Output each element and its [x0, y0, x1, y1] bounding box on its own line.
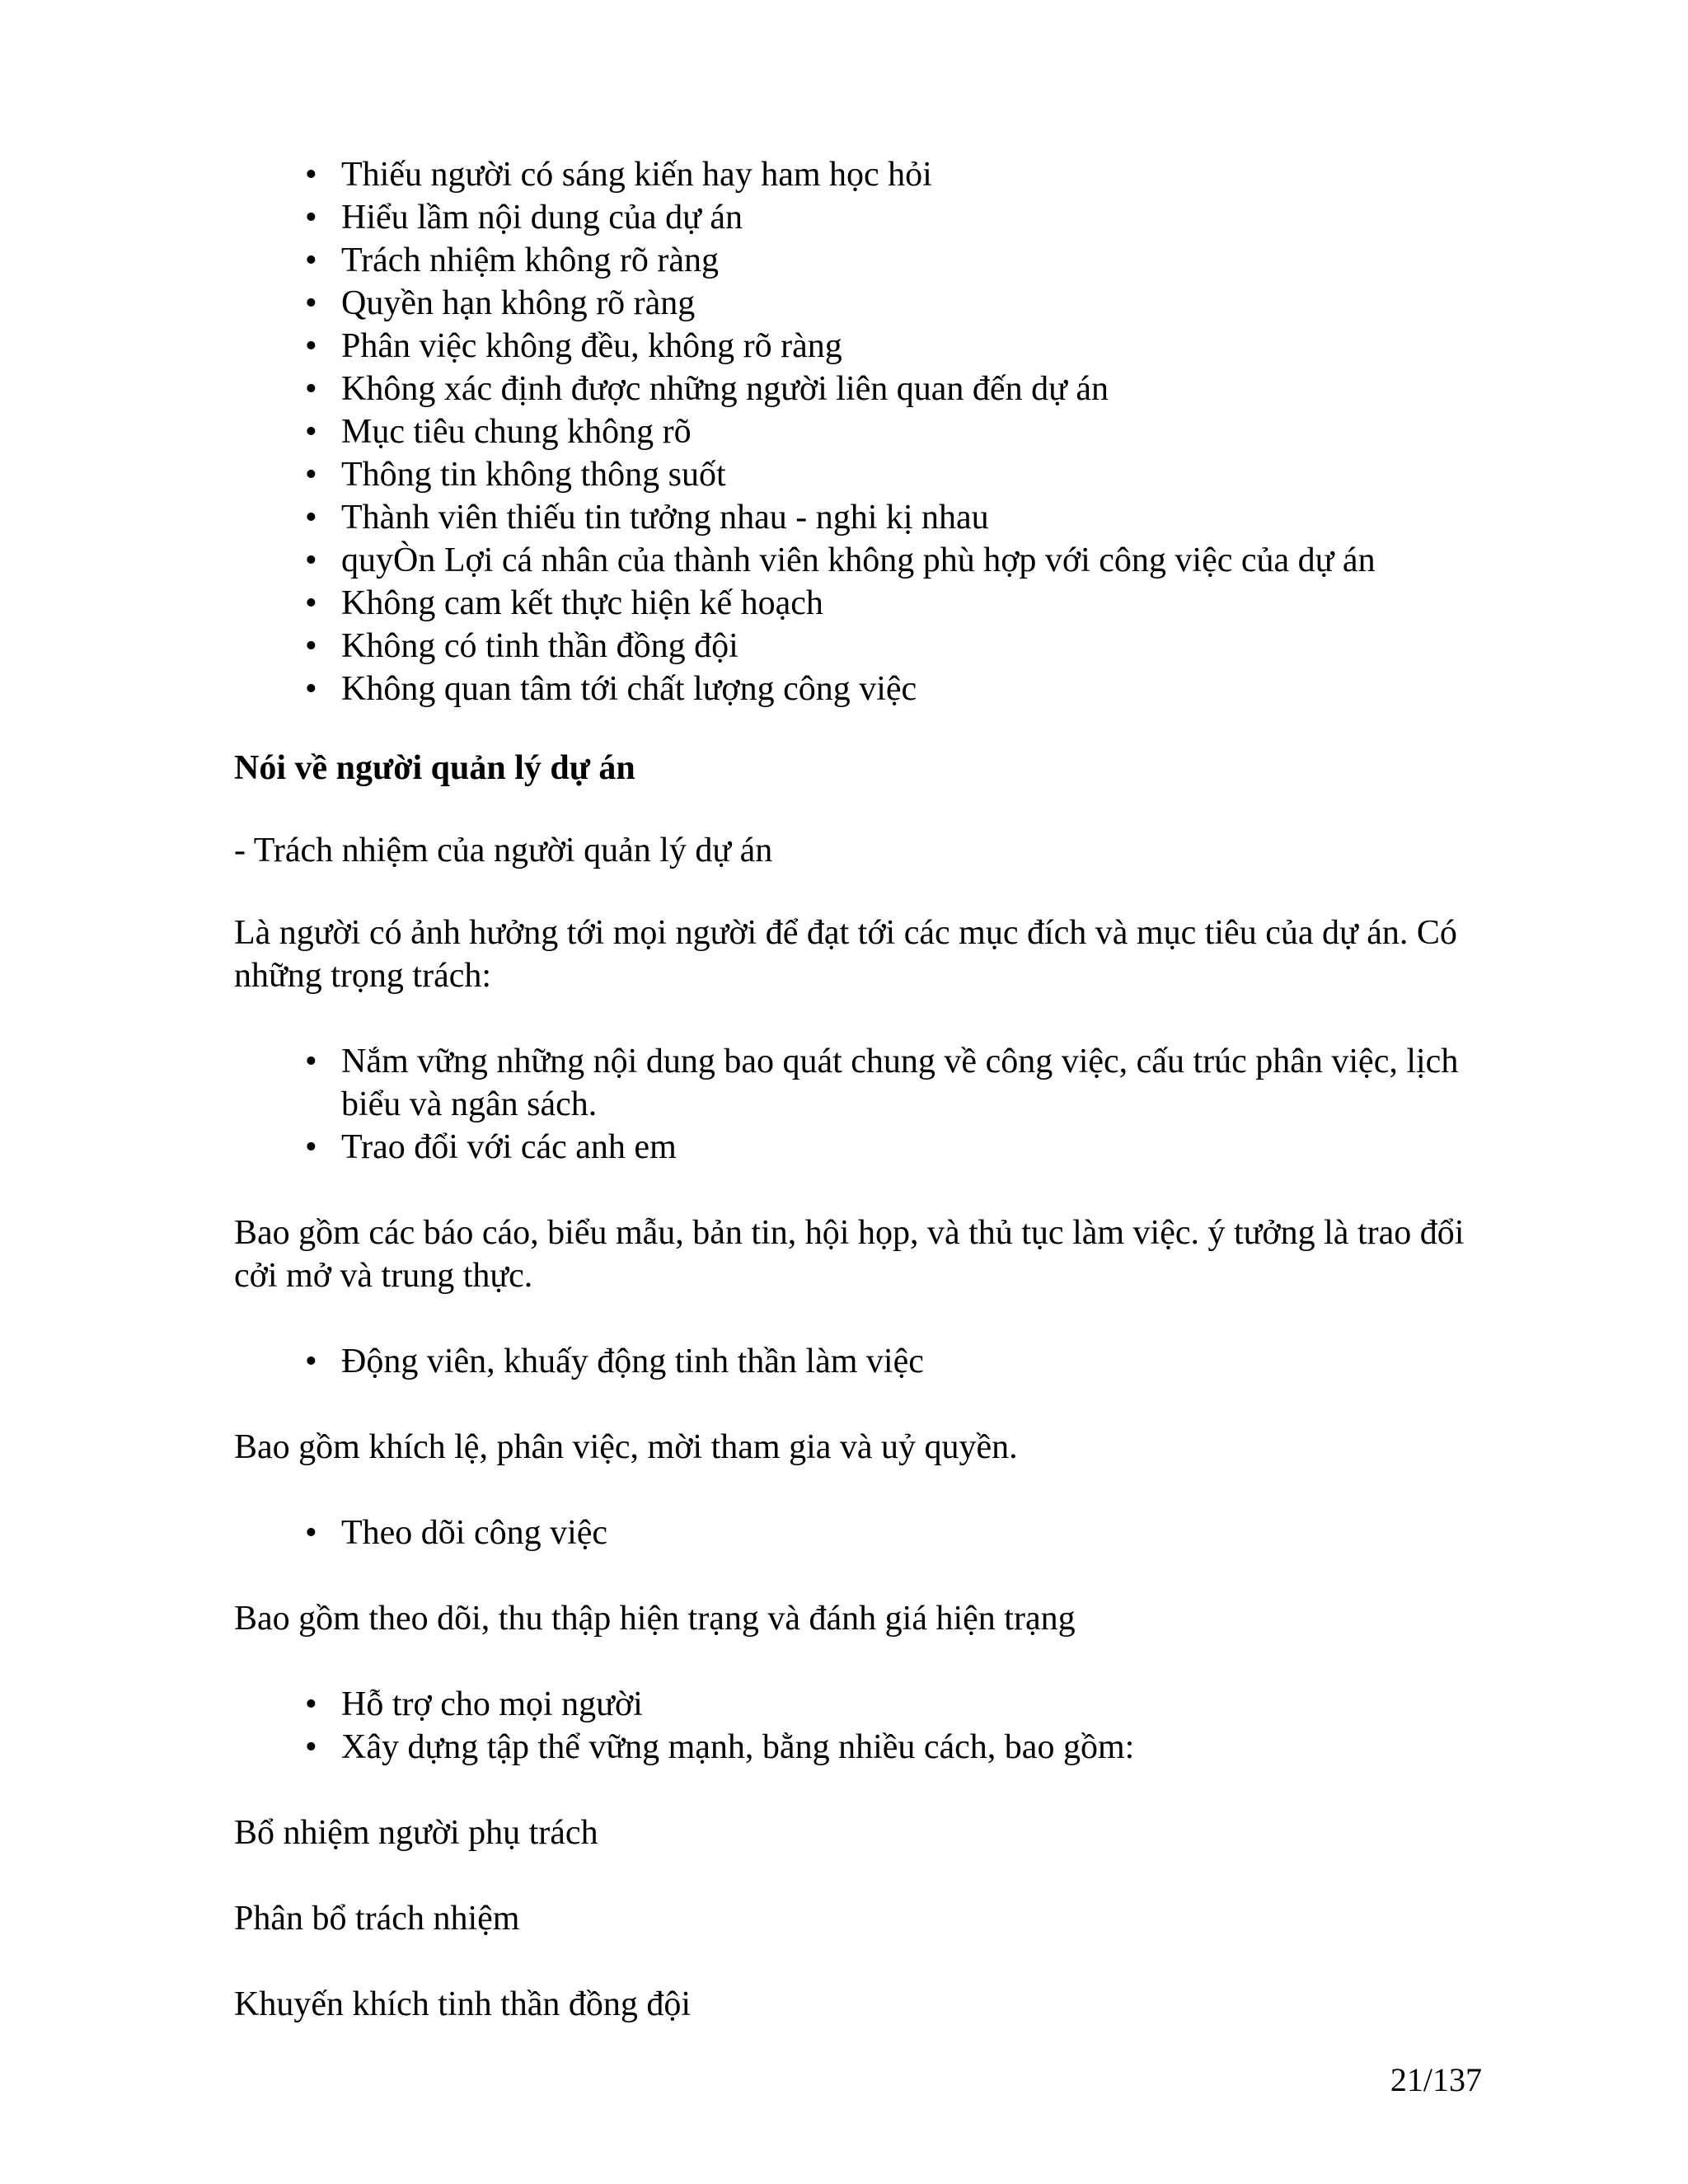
- list-item: • Xây dựng tập thể vững mạnh, bằng nhiều cách, bao gồm:: [341, 1726, 1495, 1769]
- list-item: • Theo dõi công việc: [341, 1511, 1495, 1554]
- list-item: • Phân việc không đều, không rõ ràng: [341, 325, 1495, 368]
- list-item: • quyÒn Lợi cá nhân của thành viên không phù hợp với công việc của dự án: [341, 539, 1495, 582]
- team-item: Khuyến khích tinh thần đồng đội: [234, 1985, 692, 2023]
- team-item: Bổ nhiệm người phụ trách: [234, 1814, 598, 1852]
- list-item: • Nắm vững những nội dung bao quát chung về công việc, cấu trúc phân việc, lịch biểu và ngân sách.: [341, 1040, 1495, 1126]
- list-item: • Trách nhiệm không rõ ràng: [341, 239, 1495, 282]
- motivation-paragraph: Bao gồm khích lệ, phân việc, mời tham gia và uỷ quyền.: [234, 1428, 1018, 1466]
- list-item: • Không quan tâm tới chất lượng công việc: [341, 668, 1495, 710]
- list-item: • Thông tin không thông suốt: [341, 453, 1495, 496]
- monitoring-paragraph: Bao gồm theo dõi, thu thập hiện trạng và đánh giá hiện trạng: [234, 1600, 1076, 1638]
- list-item: • Không cam kết thực hiện kế hoạch: [341, 582, 1495, 625]
- list-item: • Không có tinh thần đồng đội: [341, 625, 1495, 668]
- page-number: 21/137: [1390, 2061, 1482, 2098]
- team-item: Phân bổ trách nhiệm: [234, 1900, 520, 1938]
- duties-list: [234, 1040, 1495, 1169]
- section-heading: Nói về người quản lý dự án: [234, 749, 635, 787]
- list-item: • Thiếu người có sáng kiến hay ham học hỏi: [341, 153, 1495, 196]
- subheading: - Trách nhiệm của người quản lý dự án: [234, 832, 773, 869]
- motivation-list: [234, 1340, 1495, 1383]
- list-item: • Thành viên thiếu tin tưởng nhau - nghi kị nhau: [341, 496, 1495, 539]
- page-content: [234, 153, 1495, 2026]
- list-item: • Động viên, khuấy động tinh thần làm việc: [341, 1340, 1495, 1383]
- problems-list: [234, 153, 1495, 710]
- intro-paragraph: Là người có ảnh hưởng tới mọi người để đạt tới các mục đích và mục tiêu của dự án. Có những trọng trách:: [234, 914, 1457, 995]
- list-item: • Mục tiêu chung không rõ: [341, 410, 1495, 453]
- communication-paragraph: Bao gồm các báo cáo, biểu mẫu, bản tin, hội họp, và thủ tục làm việc. ý tưởng là trao đổi cởi mở và trung thực.: [234, 1214, 1465, 1295]
- list-item: • Trao đổi với các anh em: [341, 1126, 1495, 1169]
- list-item: • Quyền hạn không rõ ràng: [341, 282, 1495, 325]
- list-item: • Hiểu lầm nội dung của dự án: [341, 196, 1495, 239]
- monitoring-list: [234, 1511, 1495, 1554]
- list-item: • Không xác định được những người liên quan đến dự án: [341, 368, 1495, 410]
- list-item: • Hỗ trợ cho mọi người: [341, 1683, 1495, 1726]
- support-list: [234, 1683, 1495, 1769]
